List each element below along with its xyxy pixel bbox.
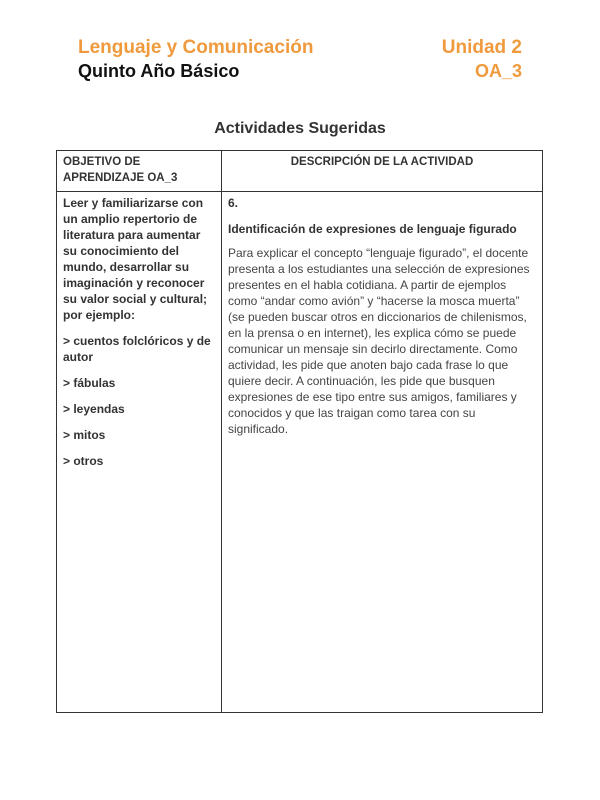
unit-label: Unidad 2 [441, 37, 522, 58]
objective-cell [57, 192, 222, 713]
list-item: > mitos [63, 428, 106, 442]
list-item: > fábulas [63, 376, 116, 390]
table-row [57, 192, 543, 713]
subject-title: Lenguaje y Comunicación [78, 37, 314, 58]
objective-text: Leer y familiarizarse con un amplio repertorio de literatura para aumentar su conocimiento del mundo, desarrollar su imaginación y reconocer su valor social y cultural; por ejemplo: [63, 196, 208, 322]
list-item: > otros [63, 454, 104, 468]
activity-number: 6. [228, 196, 239, 210]
list-item: > leyendas [63, 402, 125, 416]
page-header [78, 36, 522, 82]
table-header-row [57, 151, 543, 192]
section-title: Actividades Sugeridas [214, 120, 386, 137]
grade-label: Quinto Año Básico [78, 61, 240, 81]
header-top-row [78, 36, 522, 60]
description-column-header: DESCRIPCIÓN DE LA ACTIVIDAD [222, 151, 543, 192]
objective-column-header: OBJETIVO DE APRENDIZAJE OA_3 [57, 151, 222, 192]
activities-table [56, 150, 543, 713]
list-item: > cuentos folclóricos y de autor [63, 334, 211, 364]
oa-label: OA_3 [474, 61, 522, 81]
activity-body: Para explicar el concepto “lenguaje figurado”, el docente presenta a los estudiantes una selección de expresiones presentes en el habla cotidiana. A partir de ejemplos como “andar como avión” y “hacerse la mosca muerta” (se pueden buscar otros en diccionarios de chilenismos, en la prensa o en internet), les explica cómo se puede comunicar un mensaje sin decirlo directamente. Como actividad, les pide que anoten bajo cada frase lo que quiere decir. A continuación, les pide que busquen expresiones de ese tipo entre sus amigos, familiares y conocidos y que las traigan como tarea con su significado. [228, 246, 530, 436]
activity-title: Identificación de expresiones de lenguaje figurado [228, 222, 517, 236]
header-bottom-row [78, 60, 522, 82]
description-cell [222, 192, 543, 713]
